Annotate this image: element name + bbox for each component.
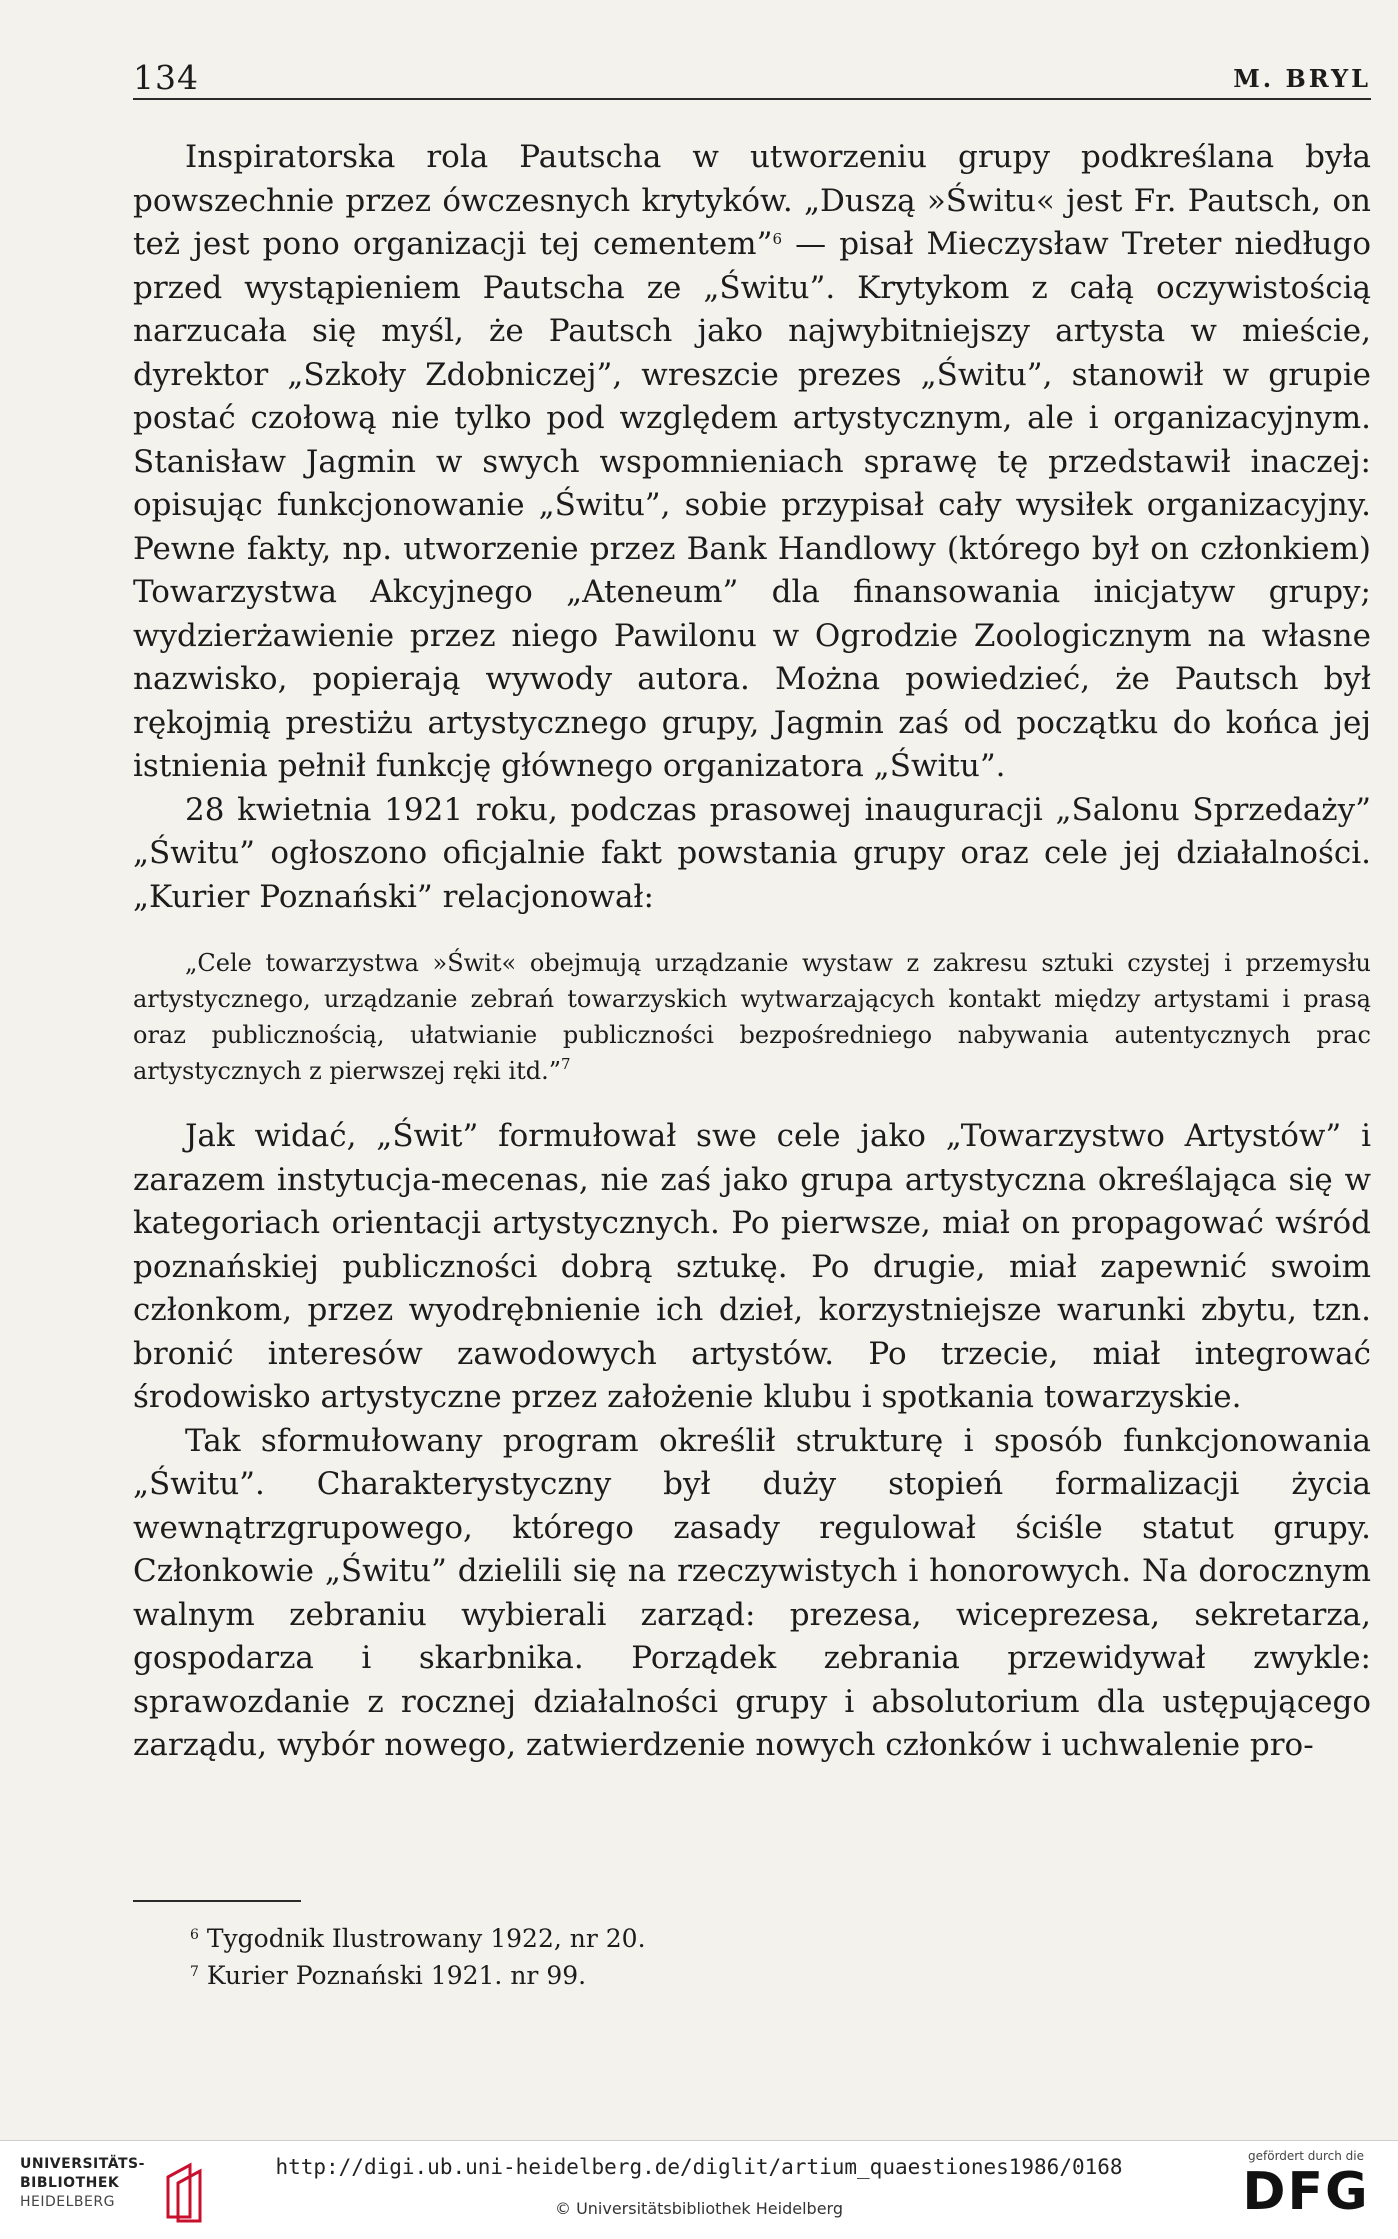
footnote-ref-6[interactable]: 6 [772,230,782,248]
block-quote-text: „Cele towarzystwa »Świt« obejmują urządzanie wystaw z zakresu sztuki czystej i przemysłu artystycznego, urządzanie zebrań towarzyskich wytwarzających kontakt między artystami i prasą oraz publicznością, ułatwianie publiczności bezpośredniego nabywania autentycznych prac artystycznych z pierwszej ręki itd.” [133,949,1371,1085]
dfg-wordmark: DFG [1242,2162,1370,2222]
paragraph-1-part-b: — pisał Mieczysław Treter niedługo przed wystąpieniem Pautscha ze „Świtu”. Krytykom z całą oczywistością narzucała się myśl, że Pautsch jako najwybitniejszy artysta w mieście, dyrektor „Szkoły Zdobniczej”, wreszcie prezes „Świtu”, stanowił w grupie postać czołową nie tylko pod względem artystycznym, ale i organizacyjnym. Stanisław Jagmin w swych wspomnieniach sprawę tę przedstawił inaczej: opisując funkcjonowanie „Świtu”, sobie przypisał cały wysiłek organizacyjny. Pewne fakty, np. utworzenie przez Bank Handlowy (którego był on członkiem) Towarzystwa Akcyjnego „Ateneum” dla finansowania inicjatyw grupy; wydzierżawienie przez niego Pawilonu w Ogrodzie Zoologicznym na własne nazwisko, popierają wywody autora. Można powiedzieć, że Pautsch był rękojmią prestiżu artystycznego grupy, Jagmin zaś od początku do końca jej istnienia pełnił funkcję głównego organizatora „Świtu”. [133,226,1371,784]
footnote-6 [190,1920,646,1957]
library-name-line: UNIVERSITÄTS- [20,2156,145,2172]
footnotes [190,1920,646,1994]
footnote-number: 7 [190,1964,199,1980]
running-header [133,56,1371,100]
library-name-line: BIBLIOTHEK [20,2175,120,2191]
funded-by-label: gefördert durch die [1248,2149,1364,2163]
footnote-text: Kurier Poznański 1921. nr 99. [206,1961,587,1990]
paragraph-3: Jak widać, „Świt” formułował swe cele jako „Towarzystwo Artystów” i zarazem instytucja-mecenas, nie zaś jako grupa artystyczna określająca się w kategoriach orientacji artystycznych. Po pierwsze, miał on propagować wśród poznańskiej publiczności dobrą sztukę. Po drugie, miał zapewnić swoim członkom, przez wyodrębnienie ich dzieł, korzystniejsze warunki zbytu, tzn. bronić interesów zawodowych artystów. Po trzecie, miał integrować środowisko artystyczne przez założenie klubu i spotkania towarzyskie. [133,1118,1371,1415]
block-quote [133,945,1371,1089]
footnote-7 [190,1957,646,1994]
paragraph-4: Tak sformułowany program określił strukturę i sposób funkcjonowania „Świtu”. Charakterystyczny był duży stopień formalizacji życia wewnątrzgrupowego, którego zasady regulował ściśle statut grupy. Członkowie „Świtu” dzielili się na rzeczywistych i honorowych. Na dorocznym walnym zebraniu wybierali zarząd: prezesa, wiceprezesa, sekretarza, gospodarza i skarbnika. Porządek zebrania przewidywał zwykle: sprawozdanie z rocznej działalności grupy i absolutorium dla ustępującego zarządu, wybór nowego, zatwierdzenie nowych członków i uchwalenie pro- [133,1422,1371,1763]
body-text [133,136,1371,1768]
page-number: 134 [133,58,199,97]
viewer-footer [0,2140,1398,2239]
paragraph-2: 28 kwietnia 1921 roku, podczas prasowej inauguracji „Salonu Sprzedaży” „Świtu” ogłoszono oficjalnie fakt powstania grupy oraz cele jej działalności. „Kurier Poznański” relacjonował: [133,791,1371,915]
library-name-line: HEIDELBERG [20,2194,115,2210]
paragraph-1-part-a: Inspiratorska rola Pautscha w utworzeniu grupy podkreślana była powszechnie przez ówczesnych krytyków. „Duszą »Świtu« jest Fr. Pautsch, on też jest pono organizacji tej cementem” [133,139,1371,262]
footnote-divider [133,1900,301,1902]
permalink-url[interactable]: http://digi.ub.uni-heidelberg.de/diglit/artium_quaestiones1986/0168 [275,2155,1123,2179]
dfg-logo[interactable] [1236,2149,1376,2229]
running-head-author: M. BRYL [1233,64,1371,93]
footnote-text: Tygodnik Ilustrowany 1922, nr 20. [206,1924,646,1953]
paragraph-1 [133,136,1371,789]
footnote-ref-7[interactable]: 7 [561,1055,571,1073]
copyright-notice: © Universitätsbibliothek Heidelberg [554,2199,843,2218]
footnote-number: 6 [190,1927,199,1943]
